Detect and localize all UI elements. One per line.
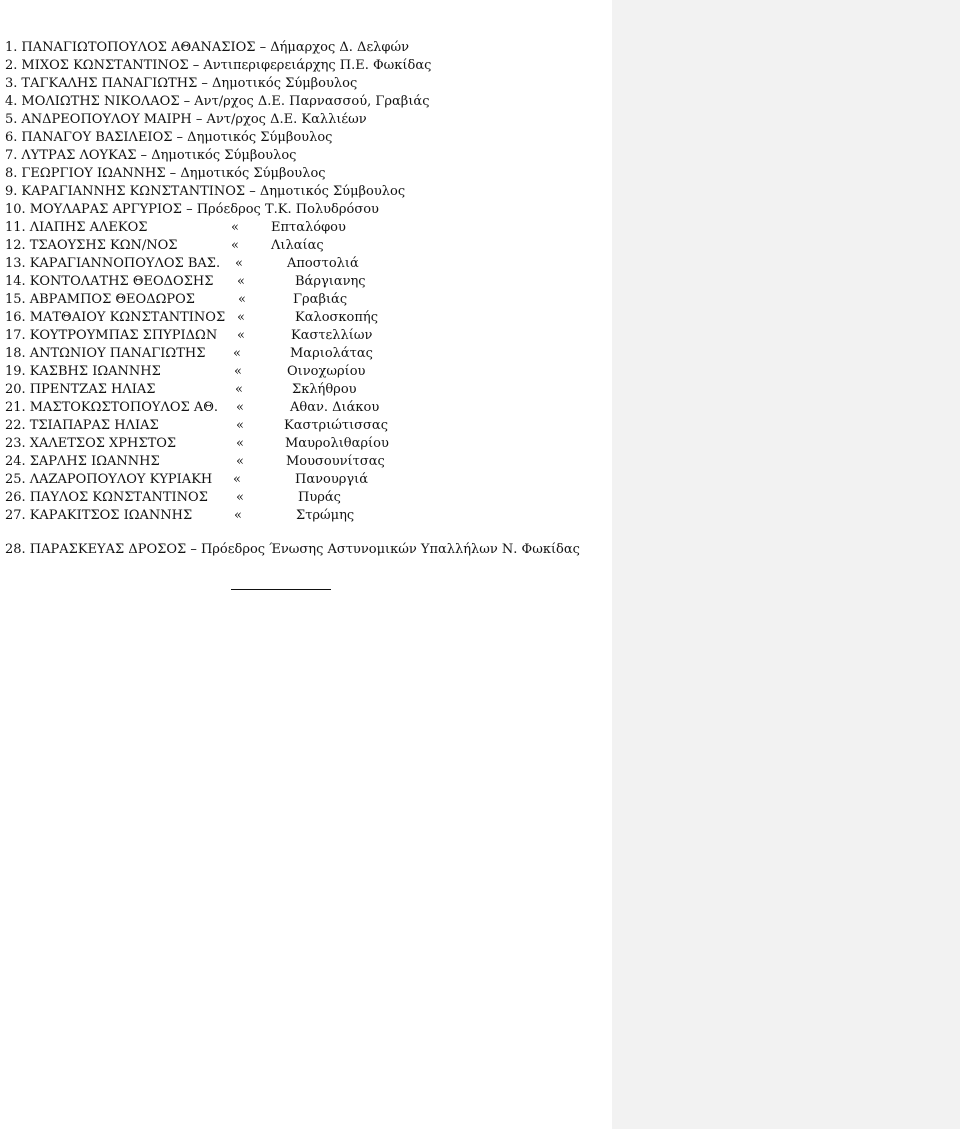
list-item (5, 255, 431, 273)
list-item (5, 417, 431, 435)
ditto-mark: « (233, 346, 241, 361)
item-number: 9. (5, 184, 18, 199)
item-name: ΤΣΙΑΠΑΡΑΣ ΗΛΙΑΣ (29, 418, 159, 433)
item-number: 14. (5, 274, 26, 289)
list-item (5, 489, 431, 507)
item-name-role: ΤΑΓΚΑΛΗΣ ΠΑΝΑΓΙΩΤΗΣ – Δημοτικός Σύμβουλος (21, 76, 358, 91)
item-name: ΜΑΤΘΑΙΟΥ ΚΩΝΣΤΑΝΤΙΝΟΣ (29, 310, 226, 325)
item-number: 25. (5, 472, 26, 487)
ditto-mark: « (236, 436, 244, 451)
list-item (5, 237, 431, 255)
list-item (5, 507, 431, 525)
item-name-role: ΓΕΩΡΓΙΟΥ ΙΩΑΝΝΗΣ – Δημοτικός Σύμβουλος (21, 166, 326, 181)
item-name: ΚΟΝΤΟΛΑΤΗΣ ΘΕΟΔΟΣΗΣ (29, 274, 214, 289)
item-name-role: ΠΑΝΑΓΟΥ ΒΑΣΙΛΕΙΟΣ – Δημοτικός Σύμβουλος (21, 130, 333, 145)
item-name: ΚΟΥΤΡΟΥΜΠΑΣ ΣΠΥΡΙΔΩΝ (29, 328, 218, 343)
item-number: 12. (5, 238, 26, 253)
item-name: ΧΑΛΕΤΣΟΣ ΧΡΗΣΤΟΣ (29, 436, 177, 451)
item-name-role: ΜΙΧΟΣ ΚΩΝΣΤΑΝΤΙΝΟΣ – Αντιπεριφερειάρχης Π.Ε. Φωκίδας (21, 58, 432, 73)
item-name: ΑΒΡΑΜΠΟΣ ΘΕΟΔΩΡΟΣ (29, 292, 195, 307)
item-number: 7. (5, 148, 18, 163)
list-item (5, 39, 431, 57)
item-place: Αθαν. Διάκου (290, 400, 380, 415)
item-place: Καστριώτισσας (284, 418, 388, 433)
list-item (5, 75, 431, 93)
item-name: ΣΑΡΛΗΣ ΙΩΑΝΝΗΣ (29, 454, 160, 469)
ditto-mark: « (231, 220, 239, 235)
comment-margin-pane (612, 0, 960, 1129)
item-number: 21. (5, 400, 26, 415)
ditto-mark: « (238, 292, 246, 307)
item-place: Στρώμης (296, 508, 355, 523)
list-item (5, 111, 431, 129)
item-name: ΤΣΑΟΥΣΗΣ ΚΩΝ/ΝΟΣ (29, 238, 178, 253)
ditto-mark: « (236, 490, 244, 505)
item-number: 20. (5, 382, 26, 397)
item-place: Λιλαίας (271, 238, 324, 253)
item-number: 26. (5, 490, 26, 505)
item-place: Καστελλίων (291, 328, 373, 343)
item-number: 5. (5, 112, 18, 127)
item-number: 3. (5, 76, 18, 91)
ditto-mark: « (235, 256, 243, 271)
ditto-mark: « (236, 454, 244, 469)
ditto-mark: « (234, 364, 242, 379)
item-name-role: ΛΥΤΡΑΣ ΛΟΥΚΑΣ – Δημοτικός Σύμβουλος (21, 148, 297, 163)
item-name-role: ΠΑΝΑΓΙΩΤΟΠΟΥΛΟΣ ΑΘΑΝΑΣΙΟΣ – Δήμαρχος Δ. Δελφών (21, 40, 410, 55)
list-item (5, 399, 431, 417)
item-name: ΛΑΖΑΡΟΠΟΥΛΟΥ ΚΥΡΙΑΚΗ (29, 472, 213, 487)
item-name: ΜΑΣΤΟΚΩΣΤΟΠΟΥΛΟΣ ΑΘ. (29, 400, 219, 415)
item-number: 13. (5, 256, 26, 271)
list-item (5, 345, 431, 363)
list-item (5, 129, 431, 147)
item-place: Γραβιάς (293, 292, 348, 307)
list-item (5, 471, 431, 489)
list-item (5, 219, 431, 237)
item-name-role: ΚΑΡΑΓΙΑΝΝΗΣ ΚΩΝΣΤΑΝΤΙΝΟΣ – Δημοτικός Σύμβουλος (21, 184, 406, 199)
item-name: ΚΑΡΑΚΙΤΣΟΣ ΙΩΑΝΝΗΣ (29, 508, 193, 523)
item-place: Πανουργιά (295, 472, 369, 487)
item-number: 19. (5, 364, 26, 379)
item-name: ΠΡΕΝΤΖΑΣ ΗΛΙΑΣ (29, 382, 156, 397)
list-item (5, 183, 431, 201)
item-name: ΚΑΣΒΗΣ ΙΩΑΝΝΗΣ (29, 364, 161, 379)
item-place: Μαριολάτας (290, 346, 373, 361)
ditto-mark: « (236, 400, 244, 415)
list-item (5, 201, 431, 219)
item-number: 22. (5, 418, 26, 433)
ditto-mark: « (237, 328, 245, 343)
item-number: 24. (5, 454, 26, 469)
item-place: Καλοσκοπής (295, 310, 378, 325)
item-number: 1. (5, 40, 18, 55)
item-number: 8. (5, 166, 18, 181)
list-item (5, 435, 431, 453)
item-place: Επταλόφου (271, 220, 346, 235)
item-name-role: ΜΟΛΙΩΤΗΣ ΝΙΚΟΛΑΟΣ – Αντ/ρχος Δ.Ε. Παρνασσού, Γραβιάς (21, 94, 430, 109)
list-item (5, 309, 431, 327)
item-number: 18. (5, 346, 26, 361)
list-item (5, 57, 431, 75)
ditto-mark: « (237, 274, 245, 289)
list-item (5, 273, 431, 291)
item-name: ΛΙΑΠΗΣ ΑΛΕΚΟΣ (29, 220, 148, 235)
attendee-list (5, 39, 431, 525)
item-place: Μαυρολιθαρίου (285, 436, 389, 451)
item-place: Βάργιανης (295, 274, 366, 289)
item-number: 17. (5, 328, 26, 343)
item-name: ΚΑΡΑΓΙΑΝΝΟΠΟΥΛΟΣ ΒΑΣ. (29, 256, 221, 271)
ditto-mark: « (234, 508, 242, 523)
ditto-mark: « (235, 382, 243, 397)
item-name: ΠΑΥΛΟΣ ΚΩΝΣΤΑΝΤΙΝΟΣ (29, 490, 208, 505)
item-place: Σκλήθρου (292, 382, 357, 397)
item-place: Αποστολιά (287, 256, 359, 271)
list-item (5, 93, 431, 111)
item-number: 10. (5, 202, 26, 217)
item-number: 2. (5, 58, 18, 73)
ditto-mark: « (233, 472, 241, 487)
item-place: Πυράς (298, 490, 341, 505)
item-name-role: ΑΝΔΡΕΟΠΟΥΛΟΥ ΜΑΙΡΗ – Αντ/ρχος Δ.Ε. Καλλιέων (21, 112, 367, 127)
item-number: 15. (5, 292, 26, 307)
item-name-role: ΜΟΥΛΑΡΑΣ ΑΡΓΥΡΙΟΣ – Πρόεδρος Τ.Κ. Πολυδρόσου (29, 202, 379, 217)
ditto-mark: « (237, 310, 245, 325)
item-number: 11. (5, 220, 26, 235)
ditto-mark: « (231, 238, 239, 253)
list-item (5, 363, 431, 381)
item-number: 6. (5, 130, 18, 145)
list-item (5, 291, 431, 309)
item-name: ΑΝΤΩΝΙΟΥ ΠΑΝΑΓΙΩΤΗΣ (29, 346, 206, 361)
signature-line (231, 589, 331, 590)
list-item (5, 327, 431, 345)
ditto-mark: « (236, 418, 244, 433)
item-number: 23. (5, 436, 26, 451)
list-item (5, 381, 431, 399)
list-item (5, 453, 431, 471)
list-item (5, 147, 431, 165)
list-item (5, 165, 431, 183)
item-number: 4. (5, 94, 18, 109)
item-place: Οινοχωρίου (287, 364, 366, 379)
item-place: Μουσουνίτσας (286, 454, 385, 469)
item-number: 16. (5, 310, 26, 325)
item-number: 27. (5, 508, 26, 523)
final-list-entry: 28. ΠΑΡΑΣΚΕΥΑΣ ΔΡΟΣΟΣ – Πρόεδρος Ένωσης Αστυνομικών Υπαλλήλων Ν. Φωκίδας (5, 542, 580, 557)
